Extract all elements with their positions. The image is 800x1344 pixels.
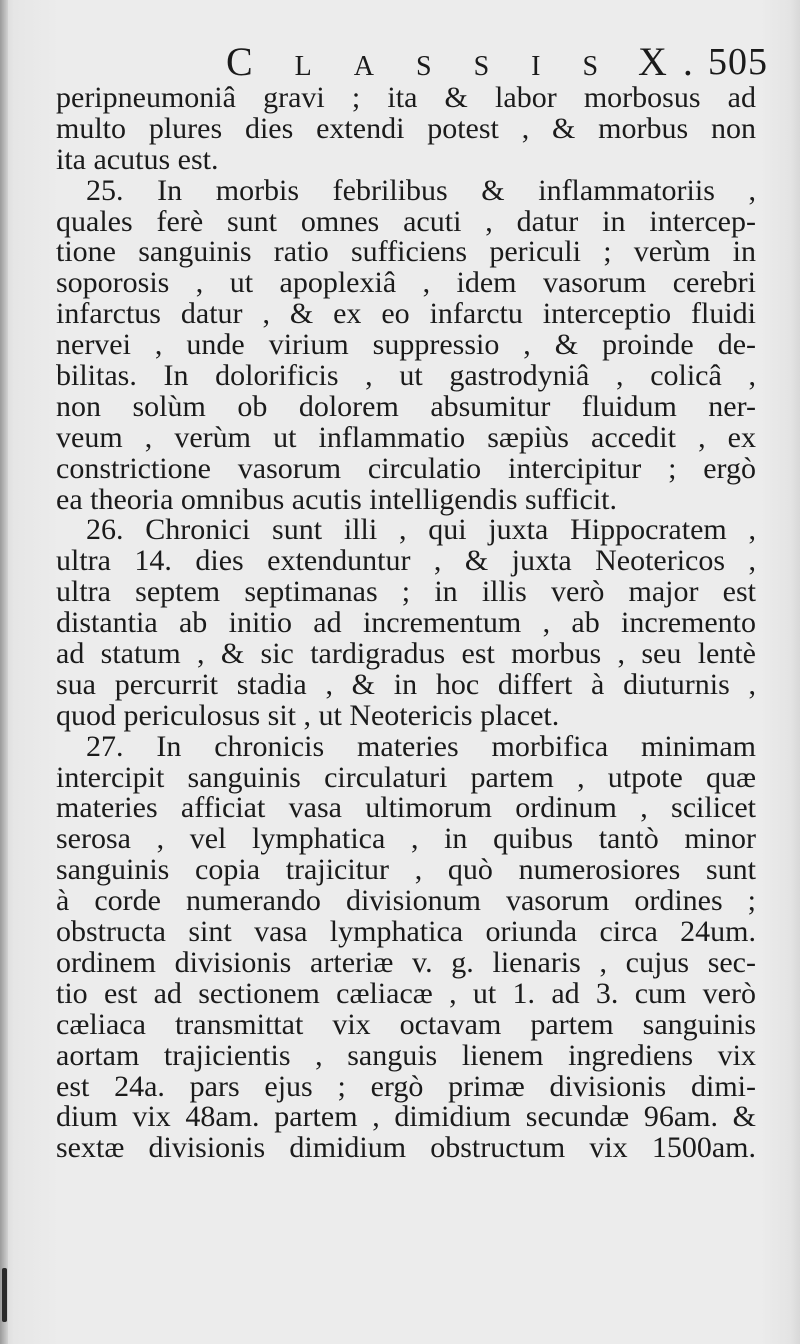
text-line: constrictione vasorum circulatio intercipitur ; ergò xyxy=(56,451,756,485)
text-line: veum , verùm ut inflammatio sæpiùs accedit , ex xyxy=(56,420,756,454)
text-line: ea theoria omnibus acutis intelligendis sufficit. xyxy=(56,482,617,516)
text-line: soporosis , ut apoplexiâ , idem vasorum cerebri xyxy=(56,266,756,300)
body-text xyxy=(56,83,756,1164)
text-line: serosa , vel lymphatica , in quibus tantò minor xyxy=(56,822,756,856)
text-line: ordinem divisionis arteriæ v. g. lienaris , cujus sec- xyxy=(56,945,756,979)
text-line: infarctus datur , & ex eo infarctu interceptio fluidi xyxy=(56,297,756,331)
text-line: sanguinis copia trajicitur , quò numerosiores sunt xyxy=(56,853,756,887)
text-line: obstructa sint vasa lymphatica oriunda circa 24um. xyxy=(56,915,756,949)
text-line: tione sanguinis ratio sufficiens periculi ; verùm in xyxy=(56,235,756,269)
text-line: ad statum , & sic tardigradus est morbus , seu lentè xyxy=(56,637,756,671)
text-line: quales ferè sunt omnes acuti , datur in intercep- xyxy=(56,204,756,238)
text-line: dium vix 48am. partem , dimidium secundæ 96am. & xyxy=(56,1100,756,1134)
text-line: ita acutus est. xyxy=(56,142,219,176)
text-line: cæliaca transmittat vix octavam partem sanguinis xyxy=(56,1007,756,1041)
text-line: distantia ab initio ad incrementum , ab incremento xyxy=(56,606,756,640)
text-line: est 24a. pars ejus ; ergò primæ divisionis dimi- xyxy=(56,1069,756,1103)
class-numeral: X. xyxy=(638,39,709,84)
page-gutter xyxy=(0,0,8,1344)
running-title-word: C l a s s i s xyxy=(226,39,615,84)
text-line: bilitas. In dolorificis , ut gastrodyniâ , colicâ , xyxy=(56,359,756,393)
text-line: intercipit sanguinis circulaturi partem , utpote quæ xyxy=(56,760,756,794)
text-line: 26. Chronici sunt illi , qui juxta Hippocratem , xyxy=(86,513,756,547)
text-line: tio est ad sectionem cæliacæ , ut 1. ad 3. cum verò xyxy=(56,976,756,1010)
text-line: à corde numerando divisionum vasorum ordines ; xyxy=(56,884,756,918)
text-line: multo plures dies extendi potest , & morbus non xyxy=(56,111,756,145)
running-title xyxy=(226,38,709,85)
text-line: sextæ divisionis dimidium obstructum vix 1500am. xyxy=(56,1131,756,1165)
text-line: non solùm ob dolorem absumitur fluidum ner- xyxy=(56,389,756,423)
text-line: 25. In morbis febrilibus & inflammatoriis , xyxy=(86,173,756,207)
text-line: quod periculosus sit , ut Neotericis placet. xyxy=(56,698,560,732)
text-line: nervei , unde virium suppressio , & proinde de- xyxy=(56,328,756,362)
text-line: aortam trajicientis , sanguis lienem ingrediens vix xyxy=(56,1038,756,1072)
binding-mark xyxy=(2,1268,7,1322)
text-line: ultra septem septimanas ; in illis verò major est xyxy=(56,575,756,609)
page-number: 505 xyxy=(708,41,768,83)
text-line: sua percurrit stadia , & in hoc differt à diuturnis , xyxy=(56,667,756,701)
text-line: peripneumoniâ gravi ; ita & labor morbosus ad xyxy=(56,81,756,114)
text-line: 27. In chronicis materies morbifica minimam xyxy=(86,729,756,763)
text-line: materies afficiat vasa ultimorum ordinum , scilicet xyxy=(56,791,756,825)
text-line: ultra 14. dies extenduntur , & juxta Neotericos , xyxy=(56,544,756,578)
